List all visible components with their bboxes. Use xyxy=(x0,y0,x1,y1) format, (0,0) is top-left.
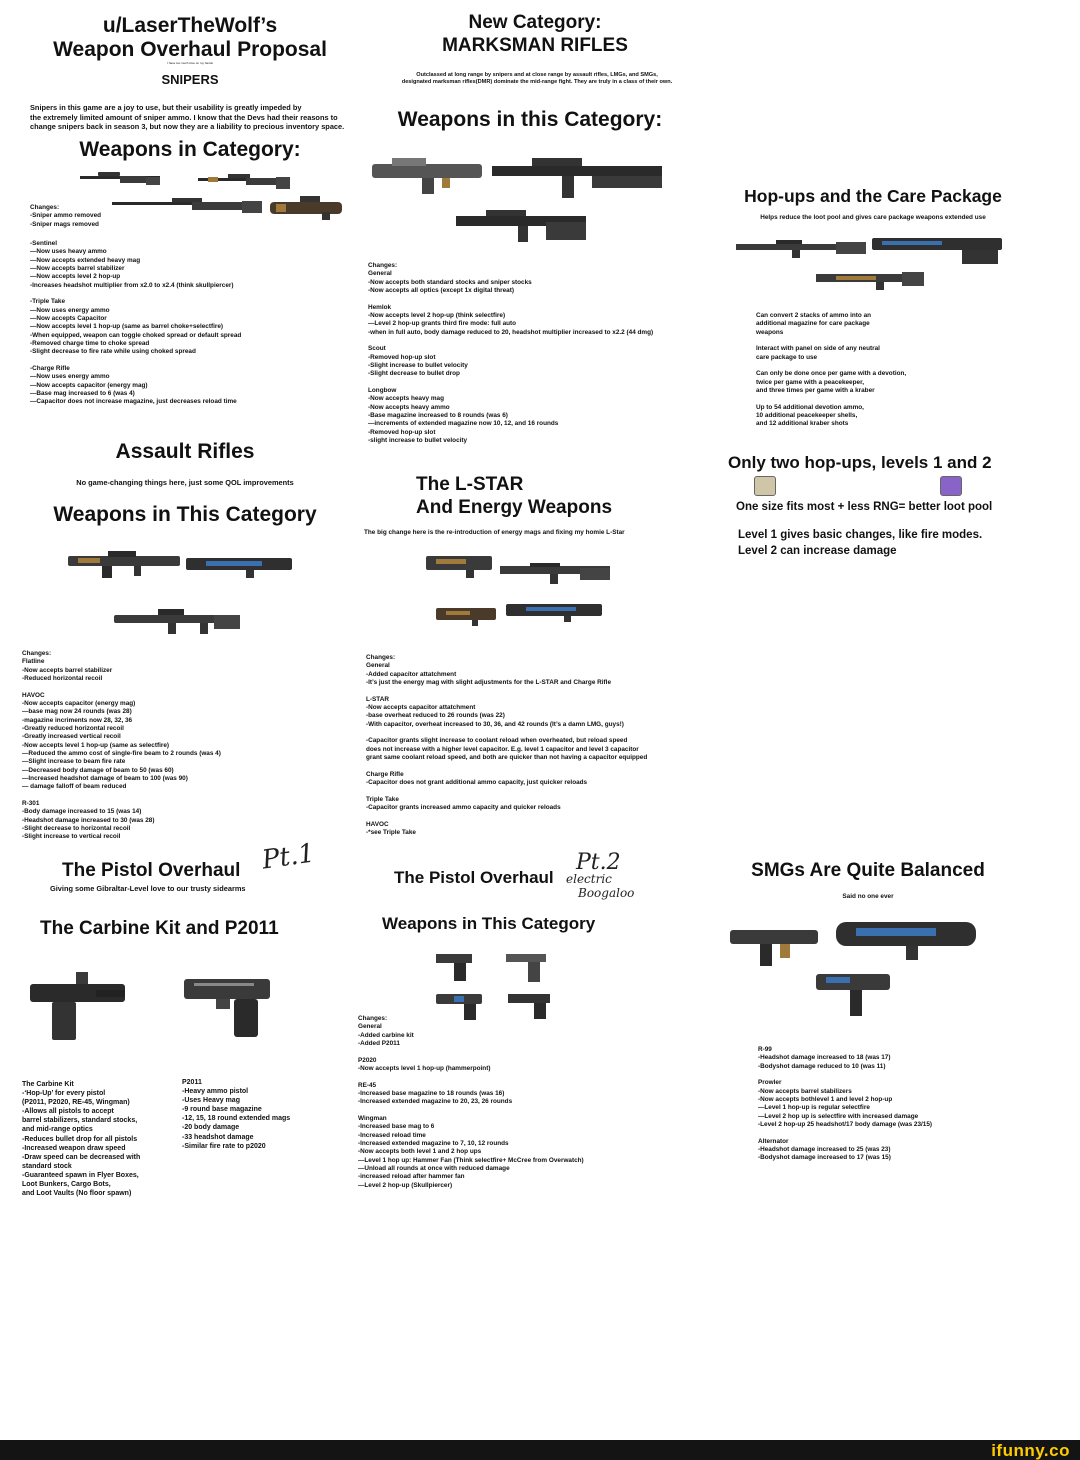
lstar-heading-line-2: And Energy Weapons xyxy=(416,496,613,518)
hopup-level1-icon xyxy=(754,476,776,496)
lstar-changes-list: Changes: General -Added capacitor attatchment -It’s just the energy mag with slight adjustments for the L-STAR and Charge Rifle L-STAR -Now accepts capacitor attatchment -base overheat reduced to 26 rounds (was 22) -With capacitor, overheat increased to 30, 36, and 42 rounds (It’s a damn LMG, guys!) -Capacitor grants slight increase to coolant reload when overheated, but reload speed does not increase with a higher level capacitor. E.g. level 1 capacitor and level 3 capacitor grant same coolant reload speed, and both are quicker than not having a capacitor equipped Charge Rifle -Capacitor does not grant additional ammo capacity, just quicker reloads Triple Take -Capacitor grants increased ammo capacity and quicker reloads HAVOC -*see Triple Take xyxy=(366,654,648,836)
ar-weapons-heading: Weapons in This Category xyxy=(53,503,317,526)
sniper-weapon-image xyxy=(80,170,160,186)
energy-weapon-image xyxy=(500,560,610,584)
pistol-image xyxy=(436,952,472,982)
assault-rifle-image xyxy=(68,548,180,578)
p2011-image xyxy=(184,973,270,1037)
pistol-overhaul-heading: The Pistol Overhaul xyxy=(62,860,241,881)
one-size-text: One size fits most + less RNG= better loot pool xyxy=(736,501,993,513)
sniper-weapon-image xyxy=(270,194,342,220)
sniper-weapon-image xyxy=(198,172,290,190)
smg-changes-list: R-99 -Headshot damage increased to 18 (was 17) -Bodyshot damage reduced to 10 (was 11) Prowler -Now accepts barrel stabilizers -Now accepts bothlevel 1 and level 2 hop-up —Level 1 hop-up is regular selectfire —Level 2 hop up is selectfire with increased damage -Level 2 hop-up 25 headshot/17 body damage (was 23/15) Alternator -Headshot damage increased to 25 (was 23) -Bodyshot damage increased to 17 (was 15) xyxy=(758,1046,933,1162)
title-line-2: Weapon Overhaul Proposal xyxy=(53,38,327,62)
smg-image xyxy=(730,920,818,968)
title-line-1: u/LaserTheWolf’s xyxy=(102,14,278,37)
hopup-level2-icon xyxy=(940,476,962,496)
smg-image xyxy=(816,968,890,1018)
care-package-weapon-image xyxy=(736,236,866,258)
snipers-heading: SNIPERS xyxy=(161,72,219,87)
p2011-text: P2011 -Heavy ammo pistol -Uses Heavy mag -9 round base magazine -12, 15, 18 round extended mags -20 body damage -33 headshot damage -Similar fire rate to p2020 xyxy=(182,1079,291,1150)
lstar-heading xyxy=(416,474,716,520)
pistol-part-label: Pt.1 xyxy=(260,838,317,876)
dmr-title xyxy=(380,12,690,58)
assault-rifle-image xyxy=(114,605,240,635)
pistol2-weapons-heading: Weapons in This Category xyxy=(382,914,596,933)
dmr-changes-list: Changes: General -Now accepts both standard stocks and sniper stocks -Now accepts all optics (except 1x digital threat) Hemlok -Now accepts level 2 hop-up (think selectfire) —Level 2 hop-up grants third fire mode: full auto -when in full auto, body damage reduced to 20, headshot multiplier increased to x2.2 (44 dmg) Scout -Removed hop-up slot -Slight increase to bullet velocity -Slight decrease to bullet drop Longbow -Now accepts heavy mag -Now accepts heavy ammo -Base magazine increased to 8 rounds (was 6) —increments of extended magazine now 10, 12, and 16 rounds -Removed hop-up slot -slight increase to bullet velocity xyxy=(368,262,654,444)
tiny-note: I have too much time on my hands xyxy=(167,61,213,65)
sniper-changes-general: Changes: -Sniper ammo removed -Sniper mags removed xyxy=(30,204,102,228)
pistol2-part-label: Pt.2 xyxy=(576,850,621,875)
footer-bar xyxy=(0,1440,1080,1460)
pistol2-changes-list: Changes: General -Added carbine kit -Added P2011 P2020 -Now accepts level 1 hop-up (hammerpoint) RE-45 -Increased base magazine to 18 rounds (was 16) -Increased extended magazine to 20, 23, 26 rounds Wingman -Increased base mag to 6 -Increased reload time -Increased extended magazine to 7, 10, 12 rounds -Now accepts both level 1 and 2 hop ups —Level 1 hop up: Hammer Fan (Think selectfire+ McCree from Overwatch) —Unload all rounds at once with reduced damage -increased reload after hammer fan —Level 2 hop-up (Skullpiercer) xyxy=(358,1015,584,1189)
hopups-text: Can convert 2 stacks of ammo into an additional magazine for care package weapons Interact with panel on side of any neutral care package to use Can only be done once per game with a devotion, twice per game with a peacekeeper, and three times per game with a kraber Up to 54 additional devotion ammo, 10 additional peacekeeper shells, and 12 additional kraber shots xyxy=(756,312,907,428)
carbine-heading: The Carbine Kit and P2011 xyxy=(40,918,279,939)
snipers-weapons-heading: Weapons in Category: xyxy=(79,138,301,161)
ar-changes-list: Changes: Flatline -Now accepts barrel stabilizer -Reduced horizontal recoil HAVOC -Now accepts capacitor (energy mag) —base mag now 24 rounds (was 28) -magazine incriments now 28, 32, 36 -Greatly reduced horizontal recoil -Greatly increased vertical recoil -Now accepts level 1 hop-up (same as selectfire) —Reduced the ammo cost of single-fire beam to 2 rounds (was 4) —Slight increase to beam fire rate —Decreased body damage of beam to 50 (was 60) —Increased headshot damage of beam to 100 (was 90) — damage falloff of beam reduced R-301 -Body damage increased to 15 (was 14) -Headshot damage increased to 30 (was 28) -Slight decrease to horizontal recoil -Slight increase to vertical recoil xyxy=(22,650,221,841)
only-two-hopups-heading: Only two hop-ups, levels 1 and 2 xyxy=(728,453,992,472)
smg-image xyxy=(836,916,976,962)
dmr-intro: Outclassed at long range by snipers and at close range by assault rifles, LMGs, and SMGs, designated marksman rifles(DMR) dominate the mid-range fight. They are truly in a class of their own. xyxy=(401,72,673,86)
pistol-image xyxy=(506,952,546,984)
pistol2-handwriting-1: electric xyxy=(566,872,612,886)
hopups-heading: Hop-ups and the Care Package xyxy=(744,186,1002,206)
assault-rifle-image xyxy=(186,552,292,578)
carbine-kit-text: The Carbine Kit -‘Hop-Up’ for every pistol (P2011, P2020, RE-45, Wingman) -Allows all pistols to accept barrel stabilizers, standard stocks, and mid-range optics -Reduces bullet drop for all pistols -Increased weapon draw speed -Draw speed can be decreased with standard stock -Guaranteed spawn in Flyer Boxes, Loot Bunkers, Cargo Bots, and Loot Vaults (No floor spawn) xyxy=(22,1081,141,1198)
dmr-title-line-1: New Category: xyxy=(468,12,602,33)
energy-weapon-image xyxy=(436,604,496,626)
care-package-weapon-image xyxy=(872,234,1002,266)
dmr-weapon-image xyxy=(372,152,482,194)
hopup-levels-text: Level 1 gives basic changes, like fire modes. Level 2 can increase damage xyxy=(738,529,983,557)
smg-heading: SMGs Are Quite Balanced xyxy=(751,860,985,881)
dmr-weapons-heading: Weapons in this Category: xyxy=(397,108,663,131)
sniper-changes-list: -Sentinel —Now uses heavy ammo —Now accepts extended heavy mag —Now accepts barrel stabilizer —Now accepts level 2 hop-up -Increases headshot multiplier from x2.0 to x2.4 (think skullpiercer) -Triple Take —Now uses energy ammo —Now accepts Capacitor —Now accepts level 1 hop-up (same as barrel choke+selectfire) -When equipped, weapon can toggle choked spread or default spread -Removed charge time to choke spread -Slight decrease to fire rate while using choked spread -Charge Rifle —Now uses energy ammo —Now accepts capacitor (energy mag) —Base mag increased to 6 (was 4) —Capacitor does not increase magazine, just decreases reload time xyxy=(30,240,242,406)
energy-weapon-image xyxy=(506,600,602,622)
care-package-weapon-image xyxy=(816,268,924,290)
dmr-weapon-image xyxy=(492,156,662,200)
ar-intro: No game-changing things here, just some QOL improvements xyxy=(76,478,294,487)
dmr-weapon-image xyxy=(456,210,586,244)
carbine-kit-image xyxy=(30,966,125,1041)
lstar-intro: The big change here is the re-introduction of energy mags and fixing my homie L-Star xyxy=(364,529,625,536)
ar-heading: Assault Rifles xyxy=(115,440,255,463)
snipers-intro: Snipers in this game are a joy to use, but their usability is greatly impeded by the extremely limited amount of sniper ammo. I know that the Devs had their reasons to change snipers back in season 3, but now they are a liability to precious inventory space. xyxy=(30,103,345,132)
hopups-intro: Helps reduce the loot pool and gives care package weapons extended use xyxy=(760,214,986,221)
energy-weapon-image xyxy=(426,552,492,578)
smg-subtitle: Said no one ever xyxy=(842,893,894,900)
pistol2-handwriting-2: Boogaloo xyxy=(578,886,635,900)
ifunny-watermark[interactable]: ifunny.co xyxy=(991,1441,1070,1460)
pistol2-heading: The Pistol Overhaul xyxy=(394,868,554,887)
main-title xyxy=(40,14,340,62)
lstar-heading-line-1: The L-STAR xyxy=(416,474,524,495)
pistol-overhaul-subtitle: Giving some Gibraltar-Level love to our trusty sidearms xyxy=(50,884,246,893)
dmr-title-line-2: MARKSMAN RIFLES xyxy=(442,34,628,56)
